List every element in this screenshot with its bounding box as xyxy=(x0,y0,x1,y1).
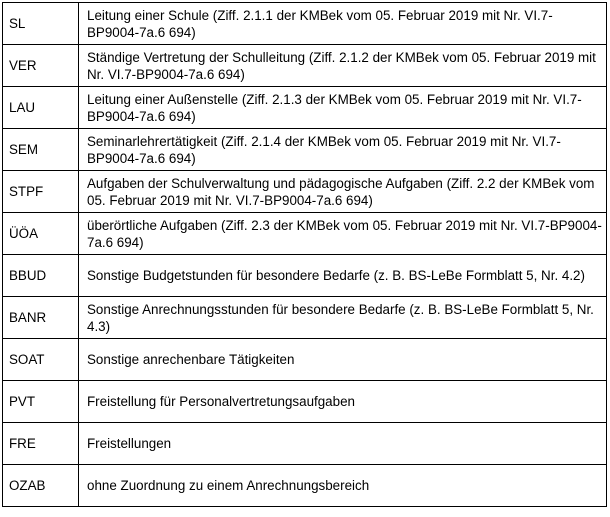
table-row xyxy=(3,297,607,339)
row-code: BBUD xyxy=(3,255,79,297)
row-description: Seminarlehrertätigkeit (Ziff. 2.1.4 der KMBek vom 05. Februar 2019 mit Nr. VI.7-BP9004-7a.6 694) xyxy=(79,129,607,171)
table-row xyxy=(3,129,607,171)
row-description: Freistellungen xyxy=(79,423,607,465)
row-description: Sonstige anrechenbare Tätigkeiten xyxy=(79,339,607,381)
row-code: STPF xyxy=(3,171,79,213)
row-description: ohne Zuordnung zu einem Anrechnungsbereich xyxy=(79,465,607,507)
row-code: OZAB xyxy=(3,465,79,507)
table-row xyxy=(3,213,607,255)
row-code: BANR xyxy=(3,297,79,339)
code-table-body xyxy=(3,3,607,507)
row-code: SEM xyxy=(3,129,79,171)
row-description: Sonstige Anrechnungsstunden für besondere Bedarfe (z. B. BS-LeBe Formblatt 5, Nr. 4.3) xyxy=(79,297,607,339)
table-row xyxy=(3,45,607,87)
table-row xyxy=(3,255,607,297)
row-description: Freistellung für Personalvertretungsaufgaben xyxy=(79,381,607,423)
code-table xyxy=(2,2,607,507)
row-description: Aufgaben der Schulverwaltung und pädagogische Aufgaben (Ziff. 2.2 der KMBek vom 05. Februar 2019 mit Nr. VI.7-BP9004-7a.6 694) xyxy=(79,171,607,213)
table-row xyxy=(3,339,607,381)
row-code: VER xyxy=(3,45,79,87)
row-code: FRE xyxy=(3,423,79,465)
row-description: Sonstige Budgetstunden für besondere Bedarfe (z. B. BS-LeBe Formblatt 5, Nr. 4.2) xyxy=(79,255,607,297)
row-code: ÜÖA xyxy=(3,213,79,255)
row-code: PVT xyxy=(3,381,79,423)
row-code: SL xyxy=(3,3,79,45)
row-code: SOAT xyxy=(3,339,79,381)
table-row xyxy=(3,87,607,129)
row-description: Ständige Vertretung der Schulleitung (Ziff. 2.1.2 der KMBek vom 05. Februar 2019 mit Nr. VI.7-BP9004-7a.6 694) xyxy=(79,45,607,87)
row-description: überörtliche Aufgaben (Ziff. 2.3 der KMBek vom 05. Februar 2019 mit Nr. VI.7-BP9004-7a.6 694) xyxy=(79,213,607,255)
table-row xyxy=(3,423,607,465)
row-description: Leitung einer Außenstelle (Ziff. 2.1.3 der KMBek vom 05. Februar 2019 mit Nr. VI.7-BP9004-7a.6 694) xyxy=(79,87,607,129)
table-row xyxy=(3,171,607,213)
table-row xyxy=(3,465,607,507)
table-row xyxy=(3,381,607,423)
row-description: Leitung einer Schule (Ziff. 2.1.1 der KMBek vom 05. Februar 2019 mit Nr. VI.7-BP9004-7a.6 694) xyxy=(79,3,607,45)
row-code: LAU xyxy=(3,87,79,129)
table-row xyxy=(3,3,607,45)
